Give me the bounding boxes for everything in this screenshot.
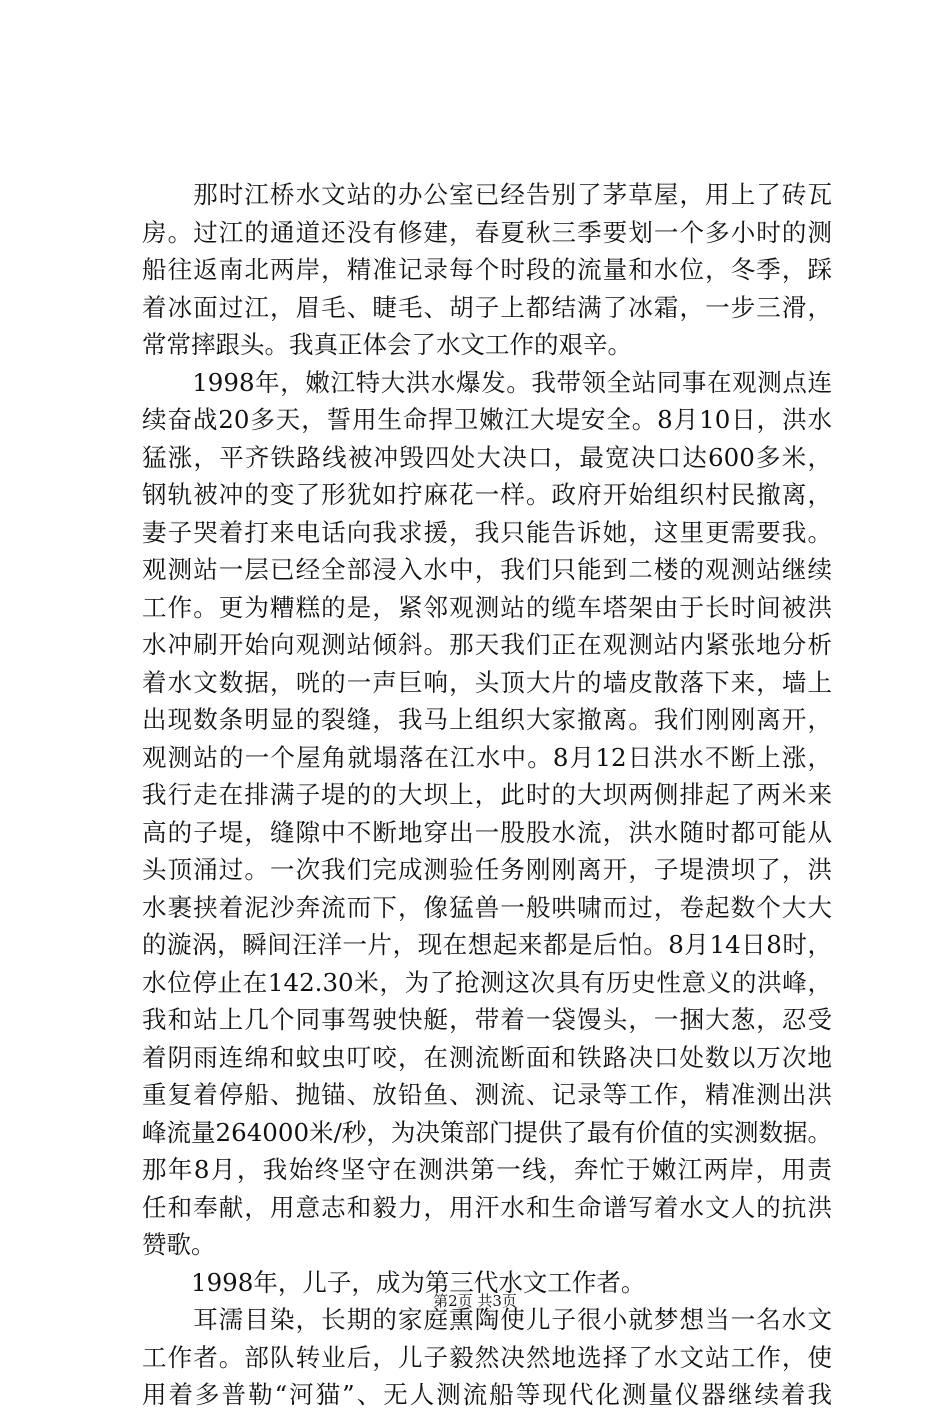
text-line: 的漩涡，瞬间汪洋一片，现在想起来都是后怕。8月14日8时， — [142, 930, 832, 959]
text-line: 观测站一层已经全部浸入水中，我们只能到二楼的观测站继续 — [142, 555, 832, 584]
text-line: 高的子堤，缝隙中不断地穿出一股股水流，洪水随时都可能从 — [142, 817, 832, 847]
body-text — [142, 176, 832, 1414]
text-line: 水冲刷开始向观测站倾斜。那天我们正在观测站内紧张地分析 — [142, 630, 832, 659]
text-line: 头顶涌过。一次我们完成测验任务刚刚离开，子堤溃坝了，洪 — [142, 855, 832, 884]
text-line: 1998年，儿子，成为第三代水文工作者。 — [142, 1267, 646, 1297]
text-line: 耳濡目染，长期的家庭熏陶使儿子很小就梦想当一名水文 — [142, 1305, 832, 1334]
text-line: 着冰面过江，眉毛、睫毛、胡子上都结满了冰霜，一步三滑， — [142, 292, 832, 322]
text-line: 猛涨，平齐铁路线被冲毁四处大决口，最宽决口达600多米， — [142, 442, 832, 472]
text-line: 水裹挟着泥沙奔流而下，像猛兽一般哄啸而过，卷起数个大大 — [142, 892, 832, 922]
text-line: 重复着停船、抛锚、放铅鱼、测流、记录等工作，精准测出洪 — [142, 1080, 832, 1109]
text-line: 工作者。部队转业后，儿子毅然决然地选择了水文站工作，使 — [142, 1342, 832, 1372]
text-line: 续奋战20多天，誓用生命捍卫嫩江大堤安全。8月10日，洪水 — [142, 405, 832, 434]
text-line: 任和奉献，用意志和毅力，用汗水和生命谱写着水文人的抗洪 — [142, 1192, 832, 1222]
text-line: 赞歌。 — [142, 1230, 216, 1259]
text-line: 那年8月，我始终坚守在测洪第一线，奔忙于嫩江两岸，用责 — [142, 1155, 832, 1184]
text-line: 房。过江的通道还没有修建，春夏秋三季要划一个多小时的测 — [142, 217, 832, 247]
page-footer: 第2页 共3页 — [433, 1292, 517, 1310]
text-line: 常常摔跟头。我真正体会了水文工作的艰辛。 — [142, 330, 632, 359]
text-line: 用着多普勒“河猫”、无人测流船等现代化测量仪器继续着我 — [142, 1380, 832, 1409]
text-line: 船往返南北两岸，精准记录每个时段的流量和水位，冬季，踩 — [142, 255, 832, 284]
text-line: 着水文数据，咣的一声巨响，头顶大片的墙皮散落下来，墙上 — [142, 667, 832, 697]
text-line: 出现数条明显的裂缝，我马上组织大家撤离。我们刚刚离开， — [142, 705, 832, 734]
text-line: 观测站的一个屋角就塌落在江水中。8月12日洪水不断上涨， — [142, 742, 832, 772]
text-line: 着阴雨连绵和蚊虫叮咬，在测流断面和铁路决口处数以万次地 — [142, 1042, 832, 1072]
text-line: 峰流量264000米/秒，为决策部门提供了最有价值的实测数据。 — [142, 1117, 832, 1147]
text-line: 工作。更为糟糕的是，紧邻观测站的缆车塔架由于长时间被洪 — [142, 592, 832, 622]
text-line: 我和站上几个同事驾驶快艇，带着一袋馒头，一捆大葱，忍受 — [142, 1005, 832, 1034]
text-line: 钢轨被冲的变了形犹如拧麻花一样。政府开始组织村民撤离， — [142, 480, 832, 509]
text-line: 水位停止在142.30米，为了抢测这次具有历史性意义的洪峰， — [142, 967, 832, 997]
text-line: 那时江桥水文站的办公室已经告别了茅草屋，用上了砖瓦 — [142, 180, 832, 209]
text-line: 我行走在排满子堤的的大坝上，此时的大坝两侧排起了两米来 — [142, 780, 832, 809]
text-line: 1998年，嫩江特大洪水爆发。我带领全站同事在观测点连 — [142, 367, 832, 397]
text-line: 妻子哭着打来电话向我求援，我只能告诉她，这里更需要我。 — [142, 517, 832, 547]
